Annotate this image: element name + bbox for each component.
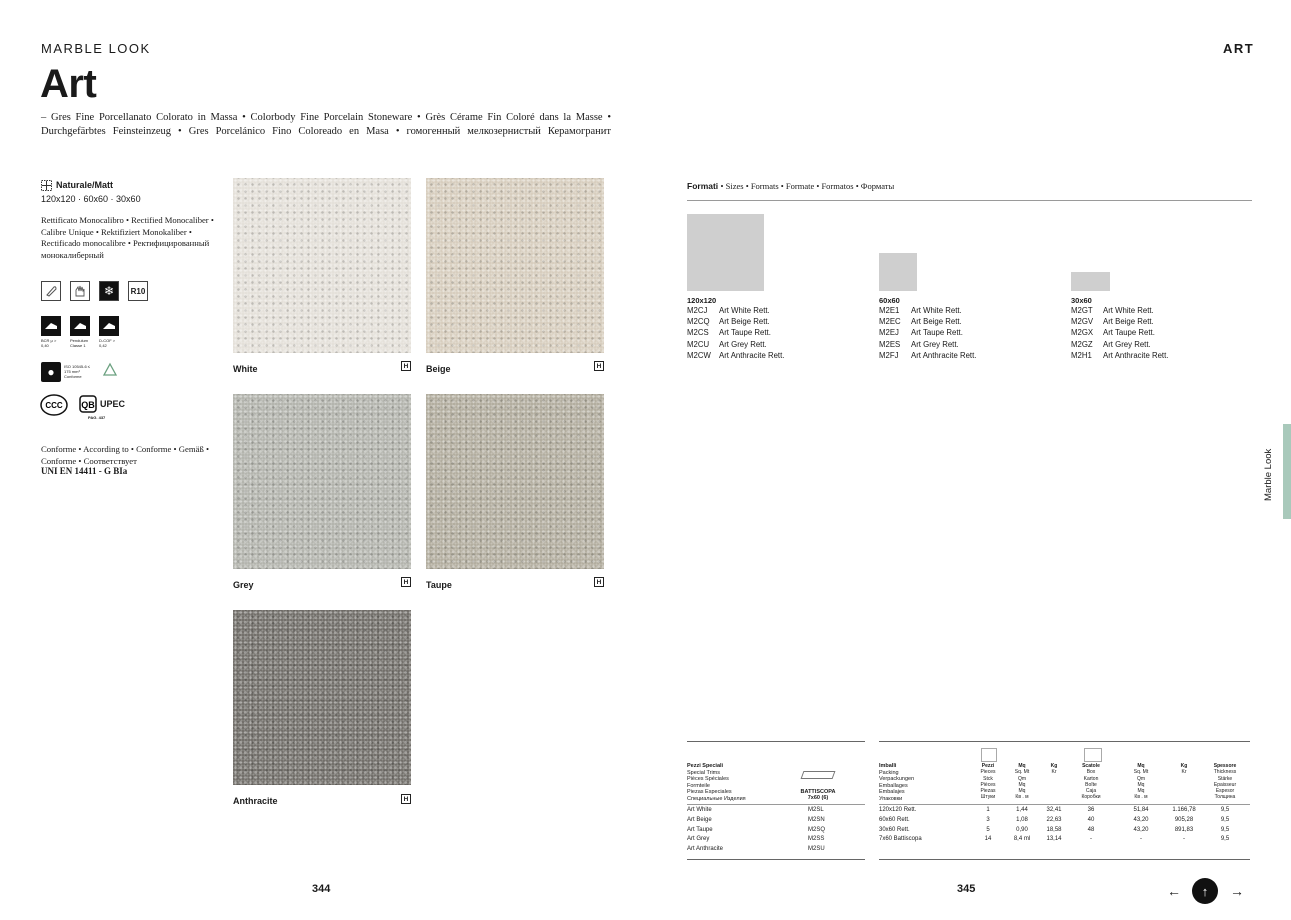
packing-column-header bbox=[1205, 763, 1245, 801]
section-side-label: Marble Look bbox=[1263, 448, 1274, 501]
special-pieces-rows bbox=[687, 807, 865, 856]
format-code: M2EC bbox=[879, 317, 901, 327]
row-value: 43,20 bbox=[1133, 816, 1149, 823]
header-line: Mq bbox=[1018, 781, 1026, 788]
format-item bbox=[879, 339, 976, 350]
qb-certification-icon bbox=[79, 395, 97, 413]
swatch-beige bbox=[426, 178, 604, 353]
swatch-label: Beige bbox=[426, 364, 451, 374]
format-item bbox=[687, 327, 784, 338]
format-column bbox=[687, 296, 784, 361]
row-value: 3 bbox=[986, 816, 990, 823]
row-code: M2SN bbox=[808, 816, 825, 823]
row-label: Art Grey bbox=[687, 836, 710, 843]
slip-rating-badge: R10 bbox=[128, 281, 148, 301]
format-item bbox=[1071, 339, 1168, 350]
format-item bbox=[1071, 316, 1168, 327]
format-code: M2GZ bbox=[1071, 339, 1093, 349]
format-name: Art Anthracite Rett. bbox=[719, 350, 785, 360]
packing-column-header bbox=[1071, 763, 1111, 801]
header-line: Formteile bbox=[687, 782, 710, 789]
format-size: 30x60 bbox=[1071, 296, 1092, 305]
format-item bbox=[879, 350, 976, 361]
format-item bbox=[687, 305, 784, 316]
format-preview-30x60 bbox=[1071, 272, 1110, 291]
row-value: 0,90 bbox=[1016, 826, 1028, 833]
product-subtitle bbox=[41, 111, 611, 139]
format-name: Art Beige Rett. bbox=[1103, 317, 1154, 327]
packing-rows bbox=[879, 807, 1250, 846]
h-badge: H bbox=[594, 577, 604, 587]
row-code: M2SS bbox=[808, 836, 825, 843]
header-line: Упаковки bbox=[879, 795, 903, 802]
format-size: 60x60 bbox=[879, 296, 900, 305]
format-name: Art Beige Rett. bbox=[719, 317, 770, 327]
section-kicker: ART bbox=[1223, 41, 1255, 56]
special-piece-row bbox=[687, 807, 865, 817]
format-code: M2FJ bbox=[879, 350, 899, 360]
h-badge: H bbox=[401, 794, 411, 804]
format-code: M2CJ bbox=[687, 306, 708, 315]
special-piece-row bbox=[687, 836, 865, 846]
finish-icon bbox=[41, 178, 52, 189]
row-value: 40 bbox=[1087, 816, 1095, 823]
header-line: Piezas bbox=[980, 788, 996, 795]
pendulum-label: Pendulum Classe 1 bbox=[70, 338, 89, 348]
divider bbox=[687, 859, 865, 860]
header-line: Imballi bbox=[879, 763, 897, 769]
header-line: Stärke bbox=[1217, 775, 1233, 782]
row-value: 18,58 bbox=[1046, 826, 1062, 833]
header-line: Специальные Изделия bbox=[687, 795, 746, 802]
row-value: 9,5 bbox=[1220, 807, 1230, 813]
packing-row bbox=[879, 807, 1250, 817]
header-line: Pezzi Speciali bbox=[687, 763, 724, 769]
arrow-up-icon: ↑ bbox=[1201, 883, 1209, 899]
format-name: Art Grey Rett. bbox=[1103, 339, 1151, 349]
format-name: Art White Rett. bbox=[1103, 306, 1154, 315]
format-item bbox=[687, 316, 784, 327]
special-piece-row bbox=[687, 817, 865, 827]
bcr-label: BCR μ > 0,40 bbox=[41, 338, 57, 348]
format-column bbox=[879, 296, 976, 361]
format-code: M2CQ bbox=[687, 317, 710, 327]
row-value: 1,08 bbox=[1016, 816, 1028, 823]
h-badge: H bbox=[594, 361, 604, 371]
abrasion-icon: ● bbox=[41, 362, 61, 382]
arrow-right-icon: → bbox=[1230, 883, 1244, 899]
header-line: Sq. Mt bbox=[1014, 769, 1030, 776]
divider bbox=[687, 200, 1252, 201]
header-line: Spessore bbox=[1213, 763, 1237, 769]
row-value: 9,5 bbox=[1220, 816, 1230, 823]
format-column bbox=[1071, 296, 1168, 361]
standard-label: UNI EN 14411 - G BIa bbox=[41, 466, 128, 476]
upec-page-label: PAG. 437 bbox=[88, 415, 106, 420]
format-code: M2ES bbox=[879, 339, 901, 349]
header-line: Verpackungen bbox=[879, 776, 915, 782]
divider bbox=[687, 804, 865, 805]
row-value: 43,20 bbox=[1133, 826, 1149, 833]
upec-label: UPEC bbox=[100, 399, 126, 409]
special-piece-row bbox=[687, 827, 865, 837]
dcof-slip-icon bbox=[99, 316, 119, 336]
special-pieces-header bbox=[687, 763, 746, 802]
conformity-text: Conforme • According to • Conforme • Gemäß • Conforme • Соответствует bbox=[41, 444, 210, 466]
row-value: 1.166,78 bbox=[1172, 807, 1196, 813]
swatch-label: White bbox=[233, 364, 258, 374]
format-code: M2CW bbox=[687, 350, 711, 360]
carton-icon bbox=[1084, 748, 1102, 762]
header-line: Mq bbox=[1137, 781, 1145, 788]
page-number-left: 344 bbox=[312, 883, 331, 895]
format-item bbox=[1071, 327, 1168, 338]
header-line: Pièces Spéciales bbox=[687, 776, 729, 782]
row-value: - bbox=[1183, 836, 1185, 843]
packing-row bbox=[879, 836, 1250, 846]
packing-header bbox=[879, 763, 914, 802]
h-badge: H bbox=[401, 361, 411, 371]
format-list bbox=[1071, 305, 1168, 361]
format-code: M2GV bbox=[1071, 317, 1094, 327]
divider bbox=[879, 859, 1250, 860]
packing-columns bbox=[965, 763, 1250, 803]
row-label: 30x60 Rett. bbox=[879, 826, 910, 833]
header-line: Kr bbox=[1051, 769, 1057, 776]
sizes-list: 120x120 · 60x60 · 30x60 bbox=[41, 194, 141, 204]
format-code: M2CU bbox=[687, 339, 710, 349]
header-line: Boîte bbox=[1085, 781, 1097, 788]
header-line: Thickness bbox=[1213, 769, 1237, 776]
row-label: Art White bbox=[687, 807, 712, 813]
header-line: Box bbox=[1086, 769, 1096, 776]
piece-box-icon bbox=[981, 748, 997, 762]
header-line: Коробки bbox=[1081, 794, 1101, 801]
svg-text:CCC: CCC bbox=[45, 401, 63, 410]
header-line: Толщина bbox=[1214, 794, 1236, 801]
format-code: M2H1 bbox=[1071, 350, 1092, 360]
swatch-label: Grey bbox=[233, 580, 254, 590]
row-value: 1,44 bbox=[1016, 807, 1028, 813]
subtitle-line: – Gres Fine Porcellanato Colorato in Massa • Colorbody Fine Porcelain Stoneware • Grès Cérame Fin Coloré dans la Masse • bbox=[41, 112, 611, 123]
header-line: Epaisseur bbox=[1213, 781, 1237, 788]
swatch-white bbox=[233, 178, 411, 353]
divider bbox=[879, 804, 1250, 805]
format-size: 120x120 bbox=[687, 296, 717, 305]
header-line: Stck bbox=[983, 775, 993, 782]
format-preview-60x60 bbox=[879, 253, 917, 291]
row-value: 8,4 ml bbox=[1013, 836, 1031, 843]
header-line: Mq bbox=[1018, 788, 1026, 795]
header-line: Caja bbox=[1085, 788, 1097, 795]
h-badge: H bbox=[401, 577, 411, 587]
format-code: M2E1 bbox=[879, 306, 900, 315]
header-line: Espesor bbox=[1215, 788, 1235, 795]
divider bbox=[879, 741, 1250, 742]
header-line: Mq bbox=[1018, 763, 1026, 769]
format-code: M2GX bbox=[1071, 328, 1094, 338]
rectified-text: Rettificato Monocalibro • Rectified Monocaliber • Calibre Unique • Rektifiziert Monokaliber • Rectificado monocalibre • Ректифицированный монокалиберный bbox=[41, 215, 214, 260]
row-value: 9,5 bbox=[1220, 826, 1230, 833]
row-value: 5 bbox=[986, 826, 990, 833]
header-line: Piezas Especiales bbox=[687, 789, 732, 795]
header-line: Kg bbox=[1180, 763, 1188, 769]
frost-resistant-icon: ❄ bbox=[99, 281, 119, 301]
product-title: Art bbox=[40, 62, 97, 106]
header-line: Packing bbox=[879, 769, 899, 776]
header-line: Штуки bbox=[980, 794, 996, 801]
format-item bbox=[879, 316, 976, 327]
swatch-anthracite bbox=[233, 610, 411, 785]
row-value: 51,84 bbox=[1133, 807, 1149, 813]
header-line: Mq bbox=[1137, 763, 1145, 769]
row-value: - bbox=[1140, 836, 1142, 843]
skirting-icon bbox=[801, 771, 836, 779]
format-preview-120x120 bbox=[687, 214, 764, 291]
row-label: 120x120 Rett. bbox=[879, 807, 917, 813]
row-label: Art Beige bbox=[687, 816, 712, 823]
swatch-grey bbox=[233, 394, 411, 569]
stain-resistance-icon bbox=[41, 281, 61, 301]
format-name: Art Grey Rett. bbox=[719, 339, 767, 349]
format-item bbox=[687, 350, 784, 361]
swatch-label: Anthracite bbox=[233, 796, 278, 806]
page-number-right: 345 bbox=[957, 883, 976, 895]
header-line: Sq. Mt bbox=[1133, 769, 1149, 776]
format-name: Art Anthracite Rett. bbox=[1103, 350, 1169, 360]
formats-heading-bold: Formati bbox=[687, 181, 719, 191]
iso-label: ISO 10545-6 ≤ 175 mm³ Conforme bbox=[64, 364, 90, 379]
row-value: - bbox=[1090, 836, 1092, 843]
format-item bbox=[879, 327, 976, 338]
section-side-tab[interactable] bbox=[1283, 424, 1291, 519]
bcr-slip-icon bbox=[41, 316, 61, 336]
special-piece-row bbox=[687, 846, 865, 856]
ccc-certification-icon bbox=[40, 394, 68, 418]
header-line: Кв . м bbox=[1015, 794, 1029, 801]
packing-column-header bbox=[1164, 763, 1204, 776]
row-value: 48 bbox=[1087, 826, 1095, 833]
row-value: 891,83 bbox=[1174, 826, 1194, 833]
format-code: M2EJ bbox=[879, 328, 899, 338]
row-value: 32,41 bbox=[1046, 807, 1062, 813]
header-line: Embalajes bbox=[879, 789, 905, 795]
format-code: M2GT bbox=[1071, 306, 1093, 315]
piece-size: 7x60 (6) bbox=[807, 795, 829, 801]
row-code: M2SU bbox=[808, 846, 825, 853]
recycle-icon bbox=[100, 361, 120, 381]
header-line: Kg bbox=[1050, 763, 1058, 769]
dcof-label: D-COF > 0,42 bbox=[99, 338, 116, 348]
row-value: 905,28 bbox=[1174, 816, 1194, 823]
header-line: Mq bbox=[1137, 788, 1145, 795]
piece-name: BATTISCOPA bbox=[800, 789, 836, 795]
header-line: Qm bbox=[1136, 775, 1146, 782]
row-value: 36 bbox=[1087, 807, 1095, 813]
header-line: Emballages bbox=[879, 782, 908, 789]
swatch-label: Taupe bbox=[426, 580, 452, 590]
formats-heading bbox=[687, 181, 894, 191]
svg-text:QB: QB bbox=[81, 400, 95, 410]
formats-heading-rest: • Sizes • Formats • Formate • Formatos • Форматы bbox=[720, 181, 895, 191]
divider bbox=[687, 741, 865, 742]
pendulum-slip-icon bbox=[70, 316, 90, 336]
format-name: Art Taupe Rett. bbox=[719, 328, 771, 338]
format-list bbox=[879, 305, 976, 361]
format-list bbox=[687, 305, 784, 361]
row-code: M2SQ bbox=[808, 826, 826, 833]
back-to-top-button[interactable] bbox=[1192, 878, 1218, 904]
row-value: 22,63 bbox=[1046, 816, 1062, 823]
packing-row bbox=[879, 827, 1250, 837]
header-line: Scatole bbox=[1082, 763, 1100, 769]
row-label: Art Anthracite bbox=[687, 846, 724, 853]
hand-cleaning-icon bbox=[70, 281, 90, 301]
row-value: 1 bbox=[986, 807, 990, 813]
row-value: 14 bbox=[984, 836, 992, 843]
header-line: Pieces bbox=[980, 769, 996, 776]
format-name: Art White Rett. bbox=[911, 306, 962, 315]
format-name: Art White Rett. bbox=[719, 306, 770, 315]
header-line: Kr bbox=[1181, 769, 1187, 776]
packing-column-header bbox=[1034, 763, 1074, 776]
row-label: 60x60 Rett. bbox=[879, 816, 910, 823]
row-label: 7x60 Battiscopa bbox=[879, 836, 922, 843]
header-line: Pièces bbox=[980, 781, 996, 788]
packing-row bbox=[879, 817, 1250, 827]
prev-page-button[interactable] bbox=[1162, 879, 1186, 903]
format-name: Art Grey Rett. bbox=[911, 339, 959, 349]
subtitle-line: Durchgefärbtes Feinsteinzeug • Gres Porcelánico Fino Coloreado en Masa • гомогенный мелкозернистый Керамогранит bbox=[41, 126, 611, 137]
next-page-button[interactable] bbox=[1225, 879, 1249, 903]
arrow-left-icon: ← bbox=[1167, 883, 1181, 899]
header-line: Кв . м bbox=[1134, 794, 1148, 801]
header-line: Qm bbox=[1017, 775, 1027, 782]
category-kicker: MARBLE LOOK bbox=[41, 41, 151, 56]
row-label: Art Taupe bbox=[687, 826, 713, 833]
format-code: M2CS bbox=[687, 328, 709, 338]
finish-label: Naturale/Matt bbox=[56, 180, 114, 190]
format-item bbox=[1071, 350, 1168, 361]
header-line: Pezzi bbox=[981, 763, 995, 769]
format-item bbox=[687, 339, 784, 350]
format-name: Art Beige Rett. bbox=[911, 317, 962, 327]
swatch-taupe bbox=[426, 394, 604, 569]
header-line: Special Trims bbox=[687, 769, 721, 776]
header-line: Karton bbox=[1083, 775, 1099, 782]
packing-column-header bbox=[1121, 763, 1161, 801]
format-name: Art Taupe Rett. bbox=[1103, 328, 1155, 338]
format-item bbox=[879, 305, 976, 316]
row-value: 13,14 bbox=[1046, 836, 1062, 843]
row-value: 9,5 bbox=[1220, 836, 1230, 843]
format-name: Art Taupe Rett. bbox=[911, 328, 963, 338]
format-item bbox=[1071, 305, 1168, 316]
row-code: M2SL bbox=[808, 807, 824, 813]
format-name: Art Anthracite Rett. bbox=[911, 350, 977, 360]
